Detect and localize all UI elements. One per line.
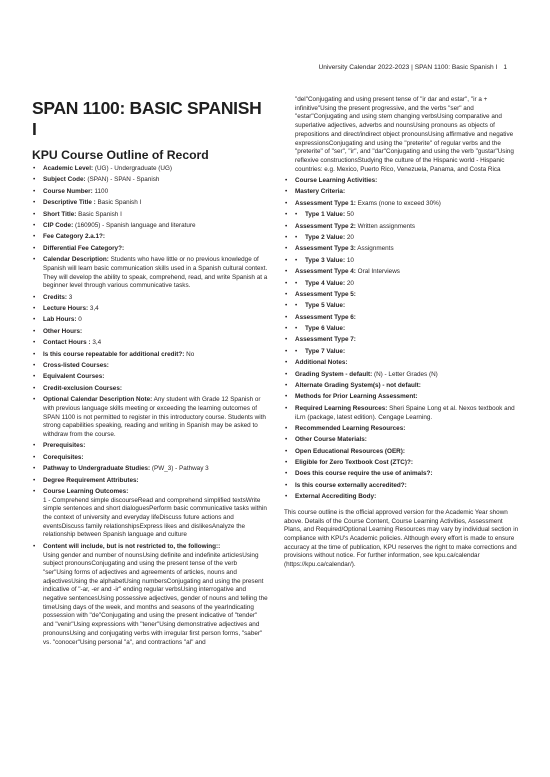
field-value: 0 [76,316,82,324]
field-label: Degree Requirement Attributes: [43,476,139,484]
field-label: Contact Hours : [43,339,91,347]
field-item [32,176,268,185]
field-label: Type 5 Value: [305,302,346,310]
field-item [32,305,268,314]
page-number: 1 [503,64,507,71]
field-item [32,328,268,337]
field-label: Required Learning Resources: [295,404,388,412]
field-item [32,362,268,371]
field-item [284,371,520,380]
field-label: Course Learning Activities: [295,177,378,185]
field-label: Other Hours: [43,327,83,335]
field-label: Does this course require the use of animals?: [295,470,433,478]
field-item [32,294,268,303]
field-value: Oral Interviews [355,268,400,276]
field-item [284,393,520,402]
field-value: 1 - Comprehend simple discourseRead and comprehend simplified textsWrite simple sentences and short dialoguesPerform basic communicative tasks within the context of university and everyday lifeDiscuss future actions and eventsDiscuss family relationshipsExpress likes and dislikesAnalyze the relationship between Spanish language and culture [43,496,267,539]
field-item [284,200,520,209]
field-item [32,454,268,463]
course-field-list [32,165,268,647]
field-label: Fee Category 2.a.1?: [43,233,106,241]
field-value: Written assignments [355,222,416,230]
field-item [284,223,520,232]
field-label: Lecture Hours: [43,305,89,313]
field-label: Short Title: [43,210,77,218]
field-item [32,339,268,348]
field-label: Course Number: [43,187,93,195]
field-item [32,222,268,231]
field-item [32,245,268,254]
field-value: Basic Spanish I [95,199,142,207]
field-item [284,359,520,368]
field-label: Type 4 Value: [305,279,346,287]
field-label: Academic Level: [43,165,94,172]
sub-bullet: • • [295,279,298,287]
field-item [32,477,268,486]
field-item [284,482,520,491]
field-item [284,291,520,300]
field-value: (UG) - Undergraduate (UG) [93,165,173,172]
field-value: Sheri Spaine Long et al. Nexos textbook and iLrn (package, latest edition). Cengage Learning. [295,404,515,421]
field-value: 3,4 [88,305,99,313]
field-value: Basic Spanish I [76,210,122,218]
field-value: Assignments [355,245,394,253]
field-label: Recommended Learning Resources: [295,424,406,432]
field-item [284,188,520,197]
field-label: Type 2 Value: [305,233,346,241]
field-label: Is this course externally accredited?: [295,481,407,489]
field-label: • Content will include, but is not restricted to, the following:: [43,542,221,550]
field-item [32,396,268,440]
field-label: Calendar Description: [43,256,109,264]
field-item [32,188,268,197]
field-label: Assessment Type 3: [295,245,356,253]
field-item [284,325,520,334]
field-item [32,316,268,325]
field-label: Corequisites: [43,453,84,461]
field-item [32,543,268,647]
field-label: Methods for Prior Learning Assessment: [295,393,418,401]
field-label: Differential Fee Category?: [43,244,125,252]
field-label: Eligible for Zero Textbook Cost (ZTC)?: [295,459,413,467]
field-value: Using gender and number of nounsUsing definite and indefinite articlesUsing subject pronounsConjugating and using the present tense of the verb "ser"Using forms of adjectives and agreements of articles, nouns and adjectivesUsing the alphabetUsing numbersConjugating and using the present indicative of "-ar, -er and -ir" ending regular verbsUsing interrogative and negative sentencesUsing possessive adjectives, gender of nouns and telling the timeUsing days of the week, and months and seasons of the yearIndicating possession with "de"Conjugating and using the present indicative of "tender" and "venir"Using expressions with "tener"Using demonstrative adjectives and pronounsUsing and conjugating verbs with irregular first person forms, "saber" vs. "conocer"Using personal "a", and contractions "al" and [43,551,268,646]
sub-bullet: • • [295,302,298,310]
field-item [284,448,520,457]
field-label: Assessment Type 6: [295,313,356,321]
field-item [284,425,520,434]
running-title: University Calendar 2022-2023 | SPAN 1100: Basic Spanish I [318,64,498,71]
assessment-field-list [284,177,520,502]
field-label: External Accrediting Body: [295,493,377,501]
sub-bullet: • • [295,325,298,333]
field-item [284,314,520,323]
field-item [32,211,268,220]
field-item [284,382,520,391]
field-label: Credit-exclusion Courses: [43,384,122,392]
field-label: CIP Code: [43,221,74,229]
field-item [32,465,268,474]
field-label: Lab Hours: [43,316,77,324]
field-item [284,459,520,468]
field-label: Assessment Type 4: [295,268,356,276]
field-item [284,348,520,357]
field-item [32,373,268,382]
field-label: Mastery Criteria: [295,188,346,196]
field-label: Grading System - default: [295,370,373,378]
field-label: Cross-listed Courses: [43,361,109,369]
field-label: Additional Notes: [295,359,348,367]
field-label: Type 1 Value: [305,211,346,219]
field-item [32,488,268,540]
field-item [284,470,520,479]
field-label: Credits: [43,293,67,301]
field-label: Assessment Type 7: [295,336,356,344]
field-label: Alternate Grading System(s) - not default: [295,382,421,390]
outline-subtitle: KPU Course Outline of Record [32,148,209,162]
sub-bullet: • • [295,211,298,219]
field-item [284,257,520,266]
field-value: Any student with Grade 12 Spanish or with previous language skills meeting or exceeding the learning outcomes of SPAN 1100 is not permitted to register in this introductory course. Students with strong capabilities speaking, reading and writing in Spanish may be asked to withdraw from the course. [43,396,266,438]
field-value: (160905) - Spanish language and literature [73,221,196,229]
field-item [32,256,268,291]
field-item [32,233,268,242]
field-value: (N) - Letter Grades (N) [372,370,438,378]
field-item [32,199,268,208]
field-label: Equivalent Courses: [43,373,105,381]
field-label: Type 6 Value: [305,325,346,333]
right-column [284,94,520,570]
field-label: Open Educational Resources (OER): [295,447,405,455]
sub-bullet: • • [295,256,298,264]
field-item [32,351,268,360]
field-value: 20 [345,233,354,241]
field-item [284,405,520,422]
field-label: Prerequisites: [43,442,86,450]
field-item [284,336,520,345]
field-value: 3,4 [90,339,102,347]
field-value: (SPAN) - SPAN - Spanish [85,176,160,184]
field-value: Students who have little or no previous knowledge of Spanish will learn basic communication skills used in a Spanish cultural context. They will develop the ability to speak, comprehend, read, and write Spanish at a beginner level through various communicative tasks. [43,256,268,290]
field-label: Pathway to Undergraduate Studies: [43,465,151,473]
field-value: No [184,350,195,358]
field-label: Assessment Type 1: [295,199,356,207]
field-item [284,302,520,311]
field-item [32,385,268,394]
page-title: SPAN 1100: BASIC SPANISH I [32,98,262,139]
field-label: Type 7 Value: [305,347,346,355]
field-label: • Course Learning Outcomes: [43,487,129,495]
field-item [284,245,520,254]
field-item [284,234,520,243]
official-version-note: This course outline is the official approved version for the Academic Year shown above. Details of the Course Content, Course Learning Activities, Assessment Plans, and Required/Optional Learning Resources may vary by individual section in compliance with KPU's Academic policies. Although every effort is made to ensure accuracy at the time of publication, KPU reserves the right to make corrections and provisions without notice. For further information, see kpu.ca/calendar (https://kpu.ca/calendar/). [284,508,519,569]
field-label: Descriptive Title : [43,199,96,207]
field-item [32,442,268,451]
field-value: 20 [345,279,354,287]
field-value: Exams (none to exceed 30%) [355,199,441,207]
field-label: Assessment Type 2: [295,222,356,230]
field-item [284,493,520,502]
left-column [32,94,268,650]
field-item [284,268,520,277]
field-item [284,436,520,445]
field-value: 10 [345,256,354,264]
field-value: 1100 [92,187,109,195]
field-label: Optional Calendar Description Note: [43,396,153,404]
field-label: Is this course repeatable for additional credit?: [43,350,185,358]
field-label: Other Course Materials: [295,436,367,444]
field-label: Subject Code: [43,176,86,184]
field-value: 50 [345,211,354,219]
field-item [32,165,268,174]
field-item [284,177,520,186]
field-value: (PW_3) - Pathway 3 [150,465,209,473]
field-label: Type 3 Value: [305,256,346,264]
running-header [0,64,507,71]
field-label: Assessment Type 5: [295,290,356,298]
content-continuation: "del"Conjugating and using present tense of "ir dar and estar", "ir a + infinitive"Using the present progressive, and the verbs "ser" and "estar"Conjugating and using stem changing verbsUsing comparative and superlative adjectives, adverbs and nounsUsing pronouns as objects of prepositions and direct/indirect object pronounsUsing affirmative and negative expressionsConjugating and using the "preterite" of regular verbs and the "preterite" of "ser", "ir", and "dar"Conjugating and using the verb "gustar"Using reflexive constructionsStudying the culture of the Hispanic world - Hispanic countries: e.g. Mexico, Puerto Rico, Venezuela, Panama, and Costa Rica [295,96,514,173]
sub-bullet: • • [295,347,298,355]
sub-bullet: • • [295,233,298,241]
field-item [284,211,520,220]
field-item [284,280,520,289]
field-value: 3 [66,293,73,301]
